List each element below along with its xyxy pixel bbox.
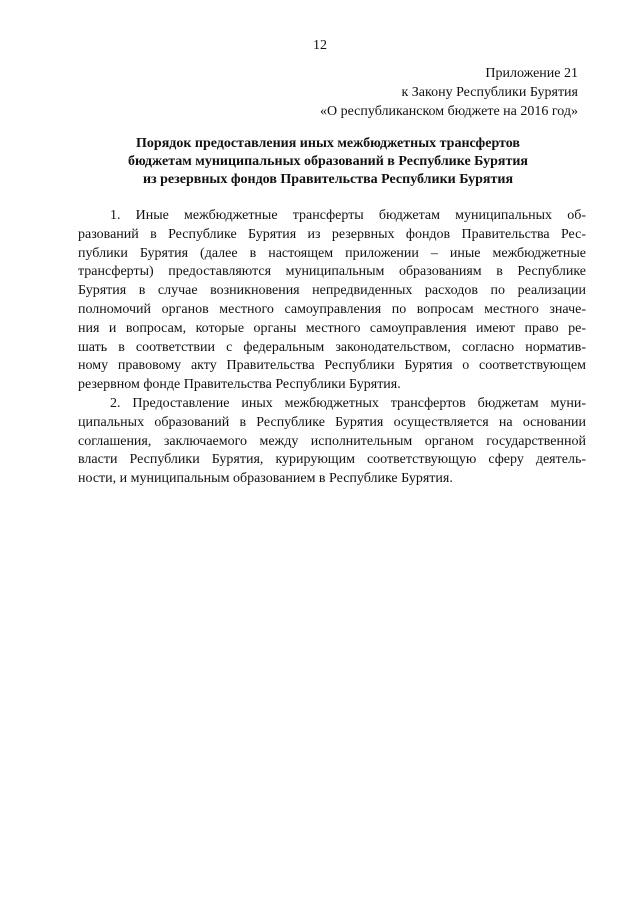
- text-line: ности, и муниципальным образованием в Республике Бурятия.: [78, 471, 453, 487]
- appendix-line: «О республиканском бюджете на 2016 год»: [320, 104, 578, 119]
- paragraph-1: [78, 207, 586, 395]
- text-line: 2. Предоставление иных межбюджетных трансфертов бюджетам муни-: [110, 395, 586, 411]
- title-line: Порядок предоставления иных межбюджетных трансфертов: [136, 136, 520, 151]
- text-line: разований в Республике Бурятия из резервных фондов Правительства Рес-: [78, 226, 586, 242]
- text-line: резервном фонде Правительства Республики Бурятия.: [78, 377, 401, 393]
- page-number: 12: [313, 38, 327, 53]
- text-line: ному правовому акту Правительства Республики Бурятия о соответствующем: [78, 358, 586, 374]
- document-title: [70, 135, 586, 189]
- appendix-line: к Закону Республики Бурятия: [401, 85, 578, 100]
- text-line: трансферты) предоставляются муниципальным образованиям в Республике: [78, 264, 586, 280]
- text-line: ципальных образований в Республике Бурятия осуществляется на основании: [78, 414, 586, 430]
- text-line: шать в соответствии с федеральным законодательством, согласно норматив-: [78, 339, 586, 355]
- text-line: полномочий органов местного самоуправления по вопросам местного значе-: [78, 301, 586, 317]
- text-line: ния и вопросам, которые органы местного самоуправления имеют право ре-: [78, 320, 586, 336]
- appendix-line: Приложение 21: [485, 66, 578, 81]
- text-line: публики Бурятия (далее в настоящем приложении – иные межбюджетные: [78, 245, 586, 261]
- text-line: власти Республики Бурятия, курирующим соответствующую сферу деятель-: [78, 452, 586, 468]
- appendix-header: [320, 64, 578, 121]
- text-line: 1. Иные межбюджетные трансферты бюджетам муниципальных об-: [110, 208, 586, 223]
- text-line: Бурятия в случае возникновения непредвиденных расходов по реализации: [78, 283, 586, 299]
- title-line: бюджетам муниципальных образований в Республике Бурятия: [128, 154, 528, 169]
- title-line: из резервных фондов Правительства Республики Бурятия: [142, 172, 514, 187]
- document-body: [78, 207, 586, 489]
- paragraph-2: [78, 395, 586, 489]
- text-line: соглашения, заключаемого между исполнительным органом государственной: [78, 433, 586, 449]
